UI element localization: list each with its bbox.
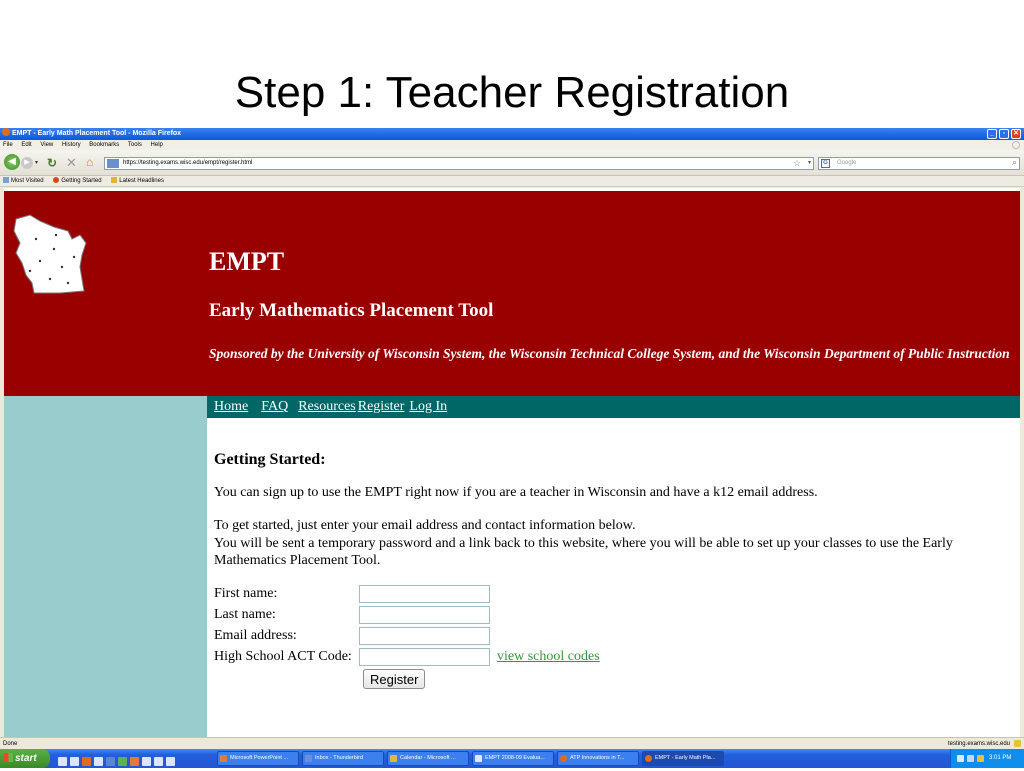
wisconsin-map-logo xyxy=(10,209,92,297)
firefox-icon xyxy=(560,755,567,762)
nav-home-link[interactable]: Home xyxy=(214,399,249,414)
act-code-label: High School ACT Code: xyxy=(214,649,352,664)
history-dropdown-icon[interactable]: ▾ xyxy=(35,160,39,166)
site-identity-icon[interactable] xyxy=(107,159,119,168)
firefox-icon xyxy=(53,177,59,183)
back-button[interactable]: ◀ xyxy=(4,154,20,170)
intro-text: You can sign up to use the EMPT right now if you are a teacher in Wisconsin and have a k12 email address. xyxy=(214,485,818,500)
powerpoint-icon[interactable] xyxy=(130,757,139,766)
slide-title: Step 1: Teacher Registration xyxy=(234,68,790,117)
instructions-line-1: To get started, just enter your email address and contact information below. xyxy=(214,518,636,533)
app-icon[interactable] xyxy=(166,757,175,766)
bookmark-star-icon[interactable]: ☆ xyxy=(792,158,801,168)
search-icon[interactable]: ⌕ xyxy=(1011,157,1017,167)
search-input[interactable] xyxy=(818,157,1020,170)
home-icon[interactable]: ⌂ xyxy=(86,155,94,169)
lock-icon[interactable] xyxy=(1014,740,1021,747)
navigation-toolbar xyxy=(0,150,1024,176)
view-school-codes-link[interactable]: view school codes xyxy=(497,649,600,664)
network-icon[interactable] xyxy=(957,755,964,762)
getting-started-heading: Getting Started: xyxy=(214,451,326,468)
first-name-input[interactable] xyxy=(359,585,490,603)
windows-flag-icon xyxy=(4,753,13,762)
outlook-icon[interactable] xyxy=(94,757,103,766)
url-dropdown-icon[interactable]: ▾ xyxy=(807,160,811,166)
firefox-icon xyxy=(645,755,652,762)
page-viewport[interactable] xyxy=(0,188,1024,737)
security-icon[interactable] xyxy=(977,755,984,762)
bookmark-most-visited[interactable]: Most Visited xyxy=(3,178,44,184)
first-name-label: First name: xyxy=(214,586,278,601)
stop-icon[interactable]: ✕ xyxy=(66,155,77,170)
taskbar-item-thunderbird[interactable]: Inbox - Thunderbird xyxy=(302,751,384,766)
email-label: Email address: xyxy=(214,628,297,643)
forward-button[interactable]: ▶ xyxy=(21,157,33,169)
maximize-button[interactable]: ▫ xyxy=(999,129,1009,139)
nav-resources-link[interactable]: Resources xyxy=(298,399,356,414)
search-placeholder: Google xyxy=(837,160,857,166)
menu-tools[interactable]: Tools xyxy=(127,142,142,148)
last-name-label: Last name: xyxy=(214,607,276,622)
site-nav xyxy=(207,396,1020,418)
excel-icon[interactable] xyxy=(118,757,127,766)
sidebar xyxy=(4,396,207,737)
bookmark-latest-headlines[interactable]: Latest Headlines xyxy=(111,178,164,184)
sponsor-text: Sponsored by the University of Wisconsin System, the Wisconsin Technical College System, and the Wisconsin Department of Public Instruction xyxy=(209,346,1010,361)
taskbar-item-powerpoint[interactable]: Microsoft PowerPoint ... xyxy=(217,751,299,766)
menu-help[interactable]: Help xyxy=(150,142,163,148)
desktop-icon[interactable] xyxy=(58,757,67,766)
taskbar-item-empt-firefox[interactable]: EMPT - Early Math Pla... xyxy=(642,751,724,766)
address-bar[interactable] xyxy=(104,157,814,170)
status-bar xyxy=(0,737,1024,749)
nav-faq-link[interactable]: FAQ xyxy=(261,399,289,414)
app-icon[interactable] xyxy=(154,757,163,766)
status-host: testing.exams.wisc.edu xyxy=(947,741,1010,747)
menu-edit[interactable]: Edit xyxy=(21,142,32,148)
bookmarks-toolbar xyxy=(0,176,1024,187)
menu-history[interactable]: History xyxy=(61,142,81,148)
taskbar-item-atp[interactable]: ATP Innovations in T... xyxy=(557,751,639,766)
instructions-line-2: You will be sent a temporary password and a link back to this website, where you will be able to set up your classes to use the Early Mathematics Placement Tool. xyxy=(214,535,953,568)
rss-folder-icon xyxy=(111,177,117,183)
last-name-input[interactable] xyxy=(359,606,490,624)
activity-indicator-icon xyxy=(1012,141,1020,149)
menu-file[interactable]: File xyxy=(3,142,13,148)
nav-register-link[interactable]: Register xyxy=(357,399,405,414)
firefox-icon[interactable] xyxy=(82,757,91,766)
window-title: EMPT - Early Math Placement Tool - Mozilla Firefox xyxy=(12,130,182,137)
minimize-button[interactable]: _ xyxy=(987,129,997,139)
word-icon[interactable] xyxy=(106,757,115,766)
calendar-icon xyxy=(390,755,397,762)
close-button[interactable]: ✕ xyxy=(1011,129,1021,139)
browser-window xyxy=(0,128,1024,768)
bookmark-getting-started[interactable]: Getting Started xyxy=(53,178,101,184)
menu-view[interactable]: View xyxy=(40,142,54,148)
act-code-input[interactable] xyxy=(359,648,490,666)
google-icon[interactable]: G xyxy=(821,159,830,168)
site-subtitle: Early Mathematics Placement Tool xyxy=(209,300,494,321)
taskbar-item-calendar[interactable]: Calendar - Microsoft ... xyxy=(387,751,469,766)
menu-bar xyxy=(0,140,1024,150)
taskbar-item-empt-evaluation[interactable]: EMPT 2008-09 Evalua... xyxy=(472,751,554,766)
register-button[interactable]: Register xyxy=(363,669,425,689)
site-title: EMPT xyxy=(209,247,285,276)
firefox-icon xyxy=(2,128,10,136)
volume-icon[interactable] xyxy=(967,755,974,762)
system-tray xyxy=(950,749,1024,768)
status-text: Done xyxy=(3,741,18,747)
site-header xyxy=(4,191,1020,396)
instructions-text xyxy=(214,517,1004,570)
reload-icon[interactable]: ↻ xyxy=(47,156,58,170)
powerpoint-icon xyxy=(220,755,227,762)
clock[interactable]: 3:01 PM xyxy=(989,755,1012,761)
explorer-icon[interactable] xyxy=(70,757,79,766)
calculator-icon[interactable] xyxy=(142,757,151,766)
document-icon xyxy=(475,755,482,762)
window-titlebar[interactable] xyxy=(0,128,1024,140)
start-button[interactable]: start xyxy=(0,749,50,768)
thunderbird-icon xyxy=(305,755,312,762)
folder-icon xyxy=(3,177,9,183)
url-text: https://testing.exams.wisc.edu/empt/register.html xyxy=(123,160,253,166)
quick-launch xyxy=(58,753,178,765)
taskbar xyxy=(0,749,1024,768)
menu-bookmarks[interactable]: Bookmarks xyxy=(89,142,120,148)
email-input[interactable] xyxy=(359,627,490,645)
nav-login-link[interactable]: Log In xyxy=(409,399,448,414)
